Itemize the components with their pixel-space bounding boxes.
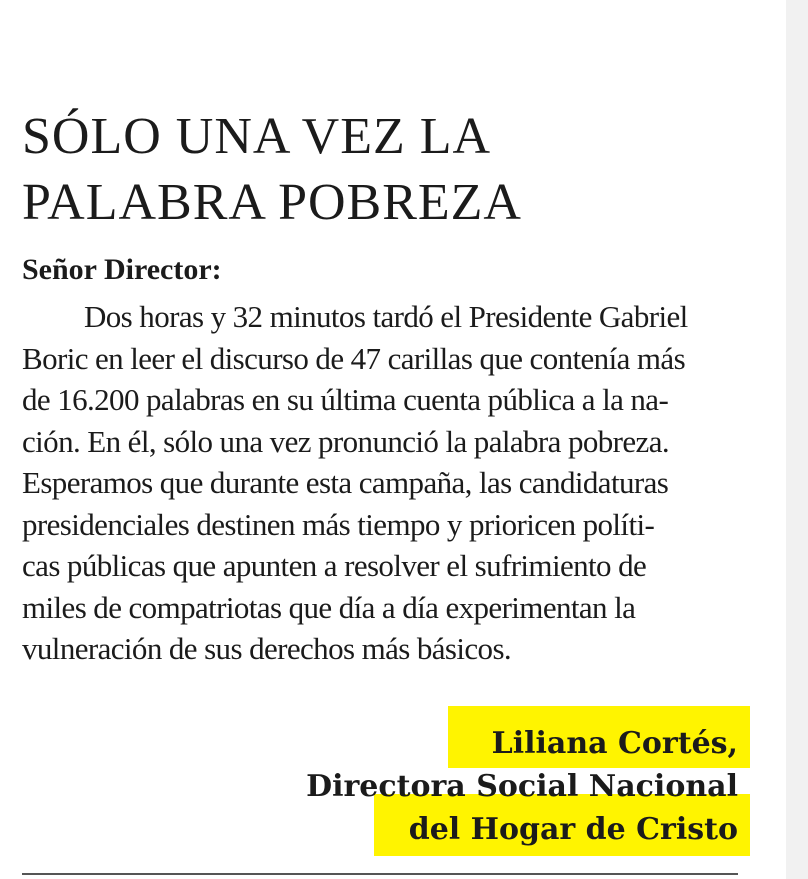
body-line: Boric en leer el discurso de 47 carillas que contenía más: [22, 340, 686, 376]
body-line: Dos horas y 32 minutos tardó el Presidente Gabriel: [84, 299, 688, 334]
body-line: presidenciales destinen más tiempo y prioricen políti-: [22, 506, 655, 542]
headline-line: PALABRA POBREZA: [22, 174, 522, 231]
divider-line: [22, 873, 738, 875]
body-line: vulneración de sus derechos más básicos.: [22, 631, 512, 666]
body-line: Esperamos que durante esta campaña, las candidaturas: [22, 465, 669, 500]
signature-organization: del Hogar de Cristo: [408, 812, 738, 847]
letter-body: [22, 296, 742, 670]
signature-title: Directora Social Nacional: [306, 769, 738, 804]
salutation: Señor Director:: [22, 253, 222, 286]
page-edge-shadow: [786, 0, 808, 879]
body-line: de 16.200 palabras en su última cuenta pública a la na-: [22, 382, 669, 417]
signature-block: [306, 722, 738, 851]
body-line: miles de compatriotas que día a día experimentan la: [22, 589, 636, 625]
body-line: ción. En él, sólo una vez pronunció la palabra pobreza.: [22, 423, 670, 459]
body-line: cas públicas que apunten a resolver el sufrimiento de: [22, 548, 647, 583]
signature-name: Liliana Cortés,: [491, 726, 738, 761]
headline-line: SÓLO UNA VEZ LA: [22, 108, 492, 165]
headline: [22, 104, 762, 236]
